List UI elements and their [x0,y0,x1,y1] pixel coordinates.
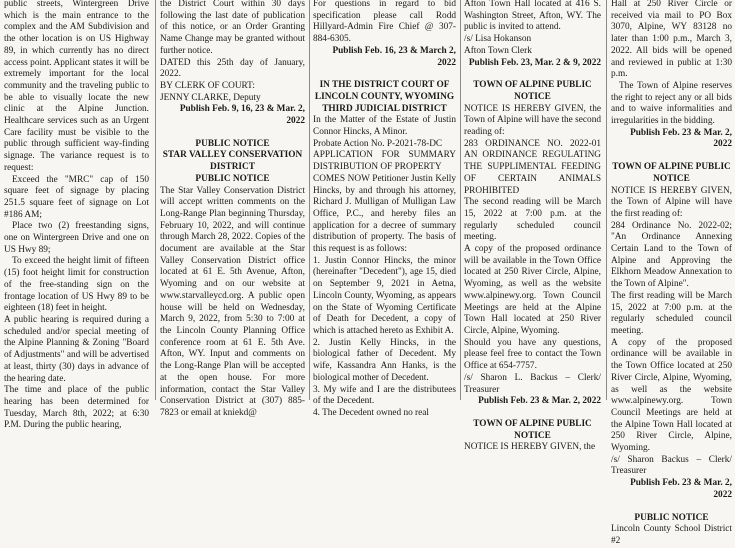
notice-paragraph: 2. Justin Kelly Hincks, in the biological father of Decedent. My wife, Kassandra Ann Hanks, is the biological mother of Decedent. [313,337,456,383]
publish-line: Publish Feb. 23, Mar. 2 & 9, 2022 [468,57,601,68]
notice-paragraph: Should you have any questions, please feel free to contact the Town Office at 654-7757. [464,337,601,372]
notice-paragraph: NOTICE IS HEREBY GIVEN, the [464,442,596,453]
notice-paragraph: NOTICE IS HEREBY GIVEN, the Town of Alpine will have the second reading of: [464,103,601,138]
publish-line: Publish Feb. 23 & Mar. 2, 2022 [478,396,601,407]
notice-paragraph: Place two (2) freestanding signs, one on Wintergreen Drive and one on US Hwy 89; [4,221,149,255]
notice-paragraph: Hall at 250 River Circle or received via mail to PO Box 3070, Alpine, WY 83128 no later than 1:00 p.m., March 3, 2022. All bids will be opened and reviewed in public at 1:30 p.m. [611,0,732,80]
notice-heading: PUBLIC NOTICE [634,512,709,523]
notice-heading: STAR VALLEY CONSERVATION DISTRICT [162,150,303,173]
notice-paragraph: NOTICE IS HEREBY GIVEN, the Town of Alpine will have the first reading of: [611,185,732,219]
signature-line: /s/ Lisa Hokanson [464,34,532,45]
column-4 [464,0,601,453]
publish-line: Publish Feb. 16, 23 & March 2, 2022 [332,45,456,68]
publish-line: Publish Feb. 9, 16, 23 & Mar. 2, 2022 [179,104,305,127]
notice-paragraph: To exceed the height limit of fifteen (15) foot height limit for construction of the free-standing sign on the frontage location of US Hwy 89 to be eighteen (18) feet in height. [4,256,149,314]
column-rule [460,0,461,400]
notice-paragraph: A public hearing is required during a scheduled and/or special meeting of the Alpine Planning & Zoning "Board of Adjustments" and will be advertised at least, thirty (30) days in advance of the hearing date. [4,314,149,384]
notice-paragraph: For questions in regard to bid specification please call Rodd Hillyard-Admin Fire Chief @ 307-884-6305. [313,0,456,45]
dated-line: DATED this 25th day of January, 2022. [160,57,305,80]
column-rule [309,0,310,400]
column-rule [155,0,156,400]
notice-paragraph: The first reading will be March 15, 2022 at 7:00 p.m. at the regularly scheduled council meeting. [611,290,732,336]
notice-paragraph: The Star Valley Conservation District will accept written comments on the Long-Range Plan beginning Thursday, February 10, 2022, and will continue through March 28, 2022. Copies of the document are available at the Star Valley Conservation District office located at 61 E. 5th Avenue, Afton, Wyoming and on our website at www.starvalleycd.org. A public open house will be held on Wednesday, March 9, 2022, from 5:30 to 7:00 at the Lincoln County Planning Office conference room at 61 E. 5th Ave. Afton, WY. Input and comments on the Long-Range Plan will be accepted at the open house. For more information, contact the Star Valley Conservation District at (307) 885-7823 or email at kniekd@ [160,185,305,418]
column-1 [4,0,149,431]
application-title: APPLICATION FOR SUMMARY DISTRIBUTION OF PROPERTY [313,150,456,173]
notice-paragraph: The Town of Alpine reserves the right to reject any or all bids and to waive informalities and irregularities in the bidding. [611,80,732,127]
clerk-line: BY CLERK OF COURT: [160,80,255,91]
notice-paragraph: Lincoln County School District #2 [611,524,732,546]
notice-paragraph: 4. The Decedent owned no real [313,407,429,418]
notice-paragraph: 1. Justin Connor Hincks, the minor (hereinafter "Decedent"), age 15, died on September 9, 2021 in Aetna, Lincoln County, Wyoming, as appears on the State of Wyoming Certificate of Death for Decedent, a copy of which is attached hereto as Exhibit A. [313,255,456,336]
notice-paragraph: Afton Town Hall located at 416 S. Washington Street, Afton, WY. The public is invited to attend. [464,0,601,33]
notice-paragraph: Exceed the "MRC" cap of 150 square feet of signage by placing 251.5 square feet of signage on Lot #186 AM; [4,174,149,220]
notice-paragraph: 3. My wife and I are the distributees of the Decedent. [313,384,456,407]
probate-number: Probate Action No. P-2021-78-DC [313,138,443,149]
notice-paragraph: A copy of the proposed ordinance will be available in the Town Office located at 250 River Circle, Alpine, Wyoming, as well as the website www.alpinewy.org. Town Council Meetings are held at the Alpine Town Hall located at 250 River Circle, Alpine, Wyoming. [611,337,732,454]
signature-title: Afton Town Clerk [464,45,532,56]
notice-heading: TOWN OF ALPINE PUBLIC NOTICE [612,162,731,184]
notice-heading: TOWN OF ALPINE PUBLIC NOTICE [473,418,592,441]
notice-heading: TOWN OF ALPINE PUBLIC NOTICE [473,80,592,102]
notice-heading: PUBLIC NOTICE [195,138,270,149]
notice-paragraph: the District Court within 30 days following the last date of publication of this notice, or an Order Granting Name Change may be granted without further notice. [160,0,305,56]
ordinance-title: 283 ORDINANCE NO. 2022-01 AN ORDINANCE REGULATING THE SUPPLIMENTAL FEEDING OF CERTAIN ANIMALS PROHIBITED [464,138,601,196]
notice-paragraph: COMES NOW Petitioner Justin Kelly Hincks, by and through his attorney, Richard J. Mulligan of Mulligan Law Office, P.C., and hereby files an application for a decree of summary distribution of property. The basis of this request is as follows: [313,173,456,255]
notice-paragraph: public streets, Wintergreen Drive which is the main entrance to the complex and the AM Subdivision and the other location is on US Highway 89, in which currently has no direct access point. Applicant states it will be extremely important for the local community and the traveling public to be able to visually locate the new clinic at the Alpine Junction. Healthcare services such as an Urgent Care facility must be visible to the public through sufficient way-finding signage. The variance request is to request: [4,0,149,173]
notice-paragraph: A copy of the proposed ordinance will be available in the Town Office located at 250 River Circle, Alpine, Wyoming, as well as the website www.alpinewy.org. Town Council Meetings are held at the Alpine Town Hall located at 250 River Circle, Alpine, Wyoming. [464,244,601,336]
ordinance-title: 284 Ordinance No. 2022-02; "An Ordinance Annexing Certain Land to the Town of Alpine and Approving the Elkhorn Meadow Annexation to the Town of Alpine". [611,220,732,290]
notice-paragraph: The time and place of the public hearing has been determined for Tuesday, March 8th, 2022; at 6:30 P.M. During the public hearing, [4,385,149,431]
signature-line: /s/ Sharon Backus – Clerk/ Treasurer [611,454,732,477]
column-2 [160,0,305,418]
column-3 [313,0,456,418]
publish-line: Publish Feb. 23 & Mar. 2, 2022 [630,478,732,500]
column-5 [611,0,732,546]
clerk-name: JENNY CLARKE, Deputy [160,92,261,103]
notice-paragraph: In the Matter of the Estate of Justin Connor Hincks, A Minor. [313,115,456,138]
publish-line: Publish Feb. 23 & Mar. 2, 2022 [630,127,732,150]
notice-heading: PUBLIC NOTICE [195,173,270,184]
notice-paragraph: The second reading will be March 15, 2022 at 7:00 p.m. at the regularly scheduled council meeting. [464,197,601,243]
notice-heading: IN THE DISTRICT COURT OF LINCOLN COUNTY, WYOMING THIRD JUDICIAL DISTRICT [314,80,455,114]
signature-line: /s/ Sharon L. Backus – Clerk/ Treasurer [464,372,601,395]
column-rule [606,0,607,400]
